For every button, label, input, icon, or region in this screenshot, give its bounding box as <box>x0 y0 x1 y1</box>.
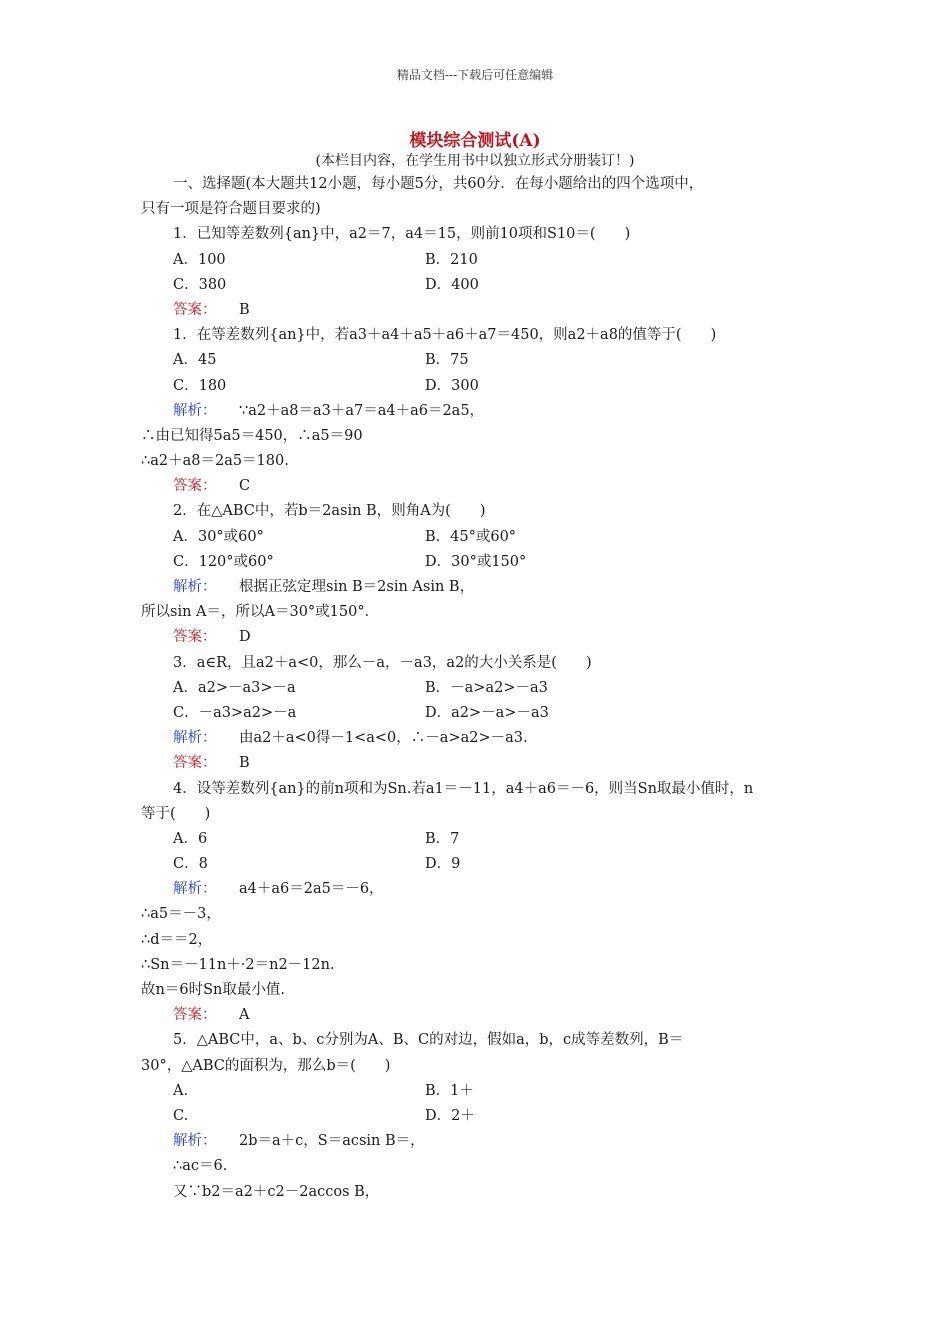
question-5-options-row-1 <box>141 1079 813 1104</box>
option-a: A．30°或60° <box>173 528 264 545</box>
question-5-stem-cont: 30°，△ABC的面积为，那么b＝( ) <box>141 1057 391 1074</box>
document-body <box>141 172 813 1205</box>
answer-label: 答案： <box>173 1007 217 1024</box>
analysis-label: 解析： <box>173 1133 217 1150</box>
option-c: C．8 <box>173 856 208 873</box>
question-4-stem-cont: 等于( ) <box>141 805 211 822</box>
analysis-label: 解析： <box>173 881 217 898</box>
answer-value: C <box>239 478 251 495</box>
option-b: B．210 <box>425 251 478 268</box>
option-c: C．380 <box>173 276 227 293</box>
analysis-label: 解析： <box>173 730 217 747</box>
question-4-options-row-1 <box>141 827 813 852</box>
question-1b-stem: 1．在等差数列{an}中，若a3＋a4＋a5＋a6＋a7＝450，则a2＋a8的值等于( ) <box>173 327 717 344</box>
question-5-options-row-2 <box>141 1104 813 1129</box>
option-c: C. <box>173 1107 189 1124</box>
question-1a-stem: 1．已知等差数列{an}中，a2＝7，a4＝15，则前10项和S10＝( ) <box>173 226 631 243</box>
answer-value: D <box>239 629 251 646</box>
option-d: D．30°或150° <box>425 553 527 570</box>
analysis-text: 2b＝a＋c，S＝acsin B＝， <box>239 1133 425 1150</box>
question-1b-answer <box>141 474 813 499</box>
analysis-line: 又∵b2＝a2＋c2－2accos B， <box>173 1183 380 1200</box>
analysis-text: a4＋a6＝2a5＝－6， <box>239 881 384 898</box>
question-1a-options-row-1 <box>141 248 813 273</box>
question-2-options-row-2 <box>141 550 813 575</box>
analysis-text: ∵a2＋a8＝a3＋a7＝a4＋a6＝2a5， <box>239 402 485 419</box>
analysis-label: 解析： <box>173 579 217 595</box>
question-2-answer <box>141 625 813 650</box>
question-3-stem: 3．a∈R，且a2＋a<0，那么－a，－a3，a2的大小关系是( ) <box>173 654 592 671</box>
section-intro-line-2: 只有一项是符合题目要求的) <box>141 201 321 218</box>
option-c: C．180 <box>173 377 227 394</box>
option-a: A. <box>173 1082 189 1099</box>
analysis-line: ∴a5＝－3， <box>141 906 221 923</box>
answer-value: B <box>239 755 250 772</box>
option-a: A．45 <box>173 352 217 369</box>
question-1a-options-row-2 <box>141 273 813 298</box>
answer-value: B <box>239 301 250 318</box>
answer-label: 答案： <box>173 478 217 495</box>
question-1b-options-row-1 <box>141 348 813 373</box>
answer-label: 答案： <box>173 301 217 318</box>
option-a: A．100 <box>173 251 226 268</box>
analysis-label: 解析： <box>173 402 217 419</box>
option-b: B．45°或60° <box>425 528 517 545</box>
option-b: B．7 <box>425 830 460 847</box>
question-3-options-row-2 <box>141 701 813 726</box>
question-4-stem: 4．设等差数列{an}的前n项和为Sn.若a1＝－11，a4＋a6＝－6，则当Sn取最小值时，n <box>173 780 754 797</box>
question-5-stem: 5．△ABC中，a、b、c分别为A、B、C的对边，假如a，b，c成等差数列，B＝ <box>173 1032 684 1049</box>
analysis-text: 根据正弦定理sin B＝2sin Asin B， <box>239 579 475 595</box>
question-4-options-row-2 <box>141 852 813 877</box>
page-header: 精品文档---下载后可任意编辑 <box>396 68 554 82</box>
question-5-analysis <box>141 1129 813 1154</box>
option-b: B．－a>a2>－a3 <box>425 679 548 696</box>
question-3-analysis <box>141 726 813 751</box>
analysis-text: 由a2＋a<0得－1<a<0，∴－a>a2>－a3. <box>239 730 528 747</box>
analysis-line: 所以sin A＝，所以A＝30°或150°． <box>141 604 380 621</box>
answer-label: 答案： <box>173 755 217 772</box>
question-2-analysis <box>141 575 813 600</box>
option-d: D．9 <box>425 856 461 873</box>
analysis-line: ∴d＝＝2， <box>141 931 213 948</box>
page-title: 模块综合测试(A) <box>409 131 541 151</box>
question-4-analysis <box>141 877 813 902</box>
question-2-options-row-1 <box>141 525 813 550</box>
question-3-options-row-1 <box>141 676 813 701</box>
analysis-line: ∴由已知得5a5＝450，∴a5＝90 <box>141 427 363 444</box>
analysis-line: 故n＝6时Sn取最小值. <box>141 982 285 998</box>
question-1b-options-row-2 <box>141 374 813 399</box>
option-d: D．a2>－a>－a3 <box>425 704 549 721</box>
page-subtitle: (本栏目内容，在学生用书中以独立形式分册装订！) <box>315 153 635 169</box>
answer-label: 答案： <box>173 629 217 646</box>
question-3-answer <box>141 751 813 776</box>
option-a: A．6 <box>173 830 208 847</box>
option-d: D．2＋ <box>425 1107 475 1124</box>
analysis-line: ∴ac＝6. <box>173 1158 228 1175</box>
answer-value: A <box>239 1007 250 1024</box>
option-d: D．400 <box>425 276 479 293</box>
option-b: B．1＋ <box>425 1082 474 1099</box>
option-b: B．75 <box>425 352 469 369</box>
question-1b-analysis <box>141 399 813 424</box>
question-2-stem: 2．在△ABC中，若b＝2asin B，则角A为( ) <box>173 503 486 520</box>
option-c: C．－a3>a2>－a <box>173 704 297 721</box>
analysis-line: ∴Sn＝－11n＋·2＝n2－12n. <box>141 956 335 973</box>
analysis-line: ∴a2＋a8＝2a5＝180. <box>141 453 289 470</box>
question-1a-answer <box>141 298 813 323</box>
option-a: A．a2>－a3>－a <box>173 679 296 696</box>
section-intro-line-1: 一、选择题(本大题共12小题，每小题5分，共60分．在每小题给出的四个选项中， <box>173 176 704 192</box>
option-c: C．120°或60° <box>173 553 274 570</box>
option-d: D．300 <box>425 377 479 394</box>
question-4-answer <box>141 1003 813 1028</box>
